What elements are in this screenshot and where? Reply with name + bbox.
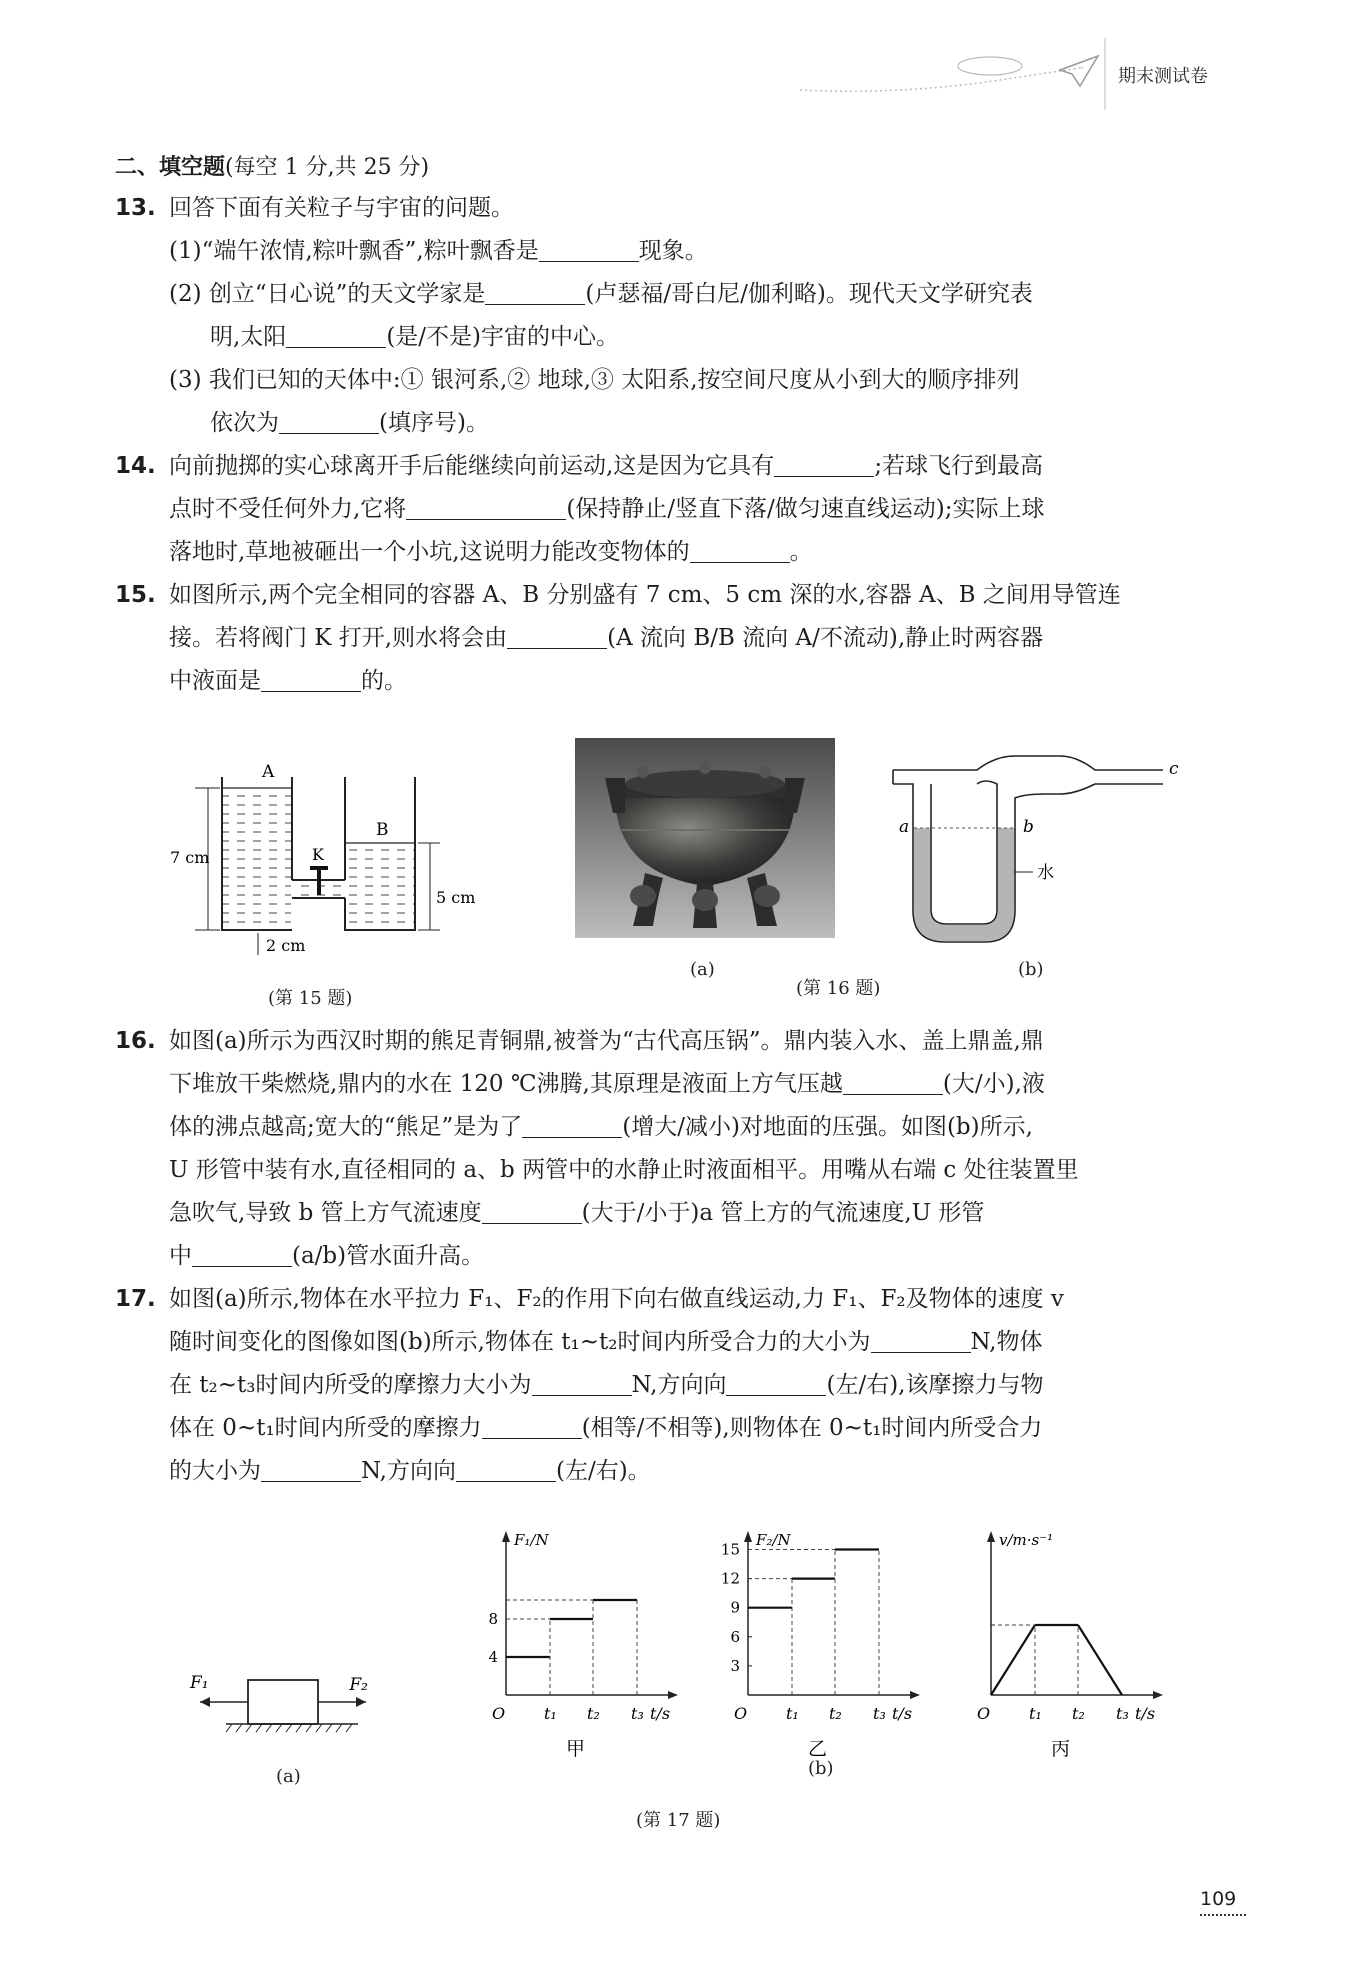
question-number: 17. bbox=[115, 1286, 156, 1312]
force-f2-label: F₂ bbox=[349, 1675, 368, 1695]
tube-c-label: c bbox=[1169, 759, 1179, 779]
x-tick-label: t₁ bbox=[786, 1704, 799, 1723]
y-tick-label: 8 bbox=[488, 1610, 498, 1628]
x-axis-arrow bbox=[1153, 1691, 1163, 1699]
q14-line3-tail: 。 bbox=[789, 539, 813, 565]
y-axis-label: F₂/N bbox=[756, 1531, 791, 1549]
answer-blank[interactable] bbox=[482, 1199, 582, 1224]
q13-part2-mid: (卢瑟福/哥白尼/伽利略)。现代天文学研究表 bbox=[585, 281, 1033, 307]
q16-line5-tail: (大于/小于)a 管上方的气流速度,U 形管 bbox=[581, 1200, 985, 1226]
answer-blank[interactable] bbox=[843, 1070, 943, 1095]
q17-line2-tail: N,物体 bbox=[970, 1329, 1043, 1355]
graph-title: 甲 bbox=[566, 1738, 586, 1760]
q15-line2: 接。若将阀门 K 打开,则水将会由 bbox=[169, 625, 508, 651]
y-tick-label: 4 bbox=[488, 1648, 498, 1666]
answer-blank[interactable] bbox=[261, 667, 361, 692]
question-13 bbox=[115, 187, 1255, 445]
x-tick-label: t₁ bbox=[544, 1704, 557, 1723]
answer-blank[interactable] bbox=[522, 1113, 622, 1138]
figure-16b-caption: (b) bbox=[1018, 959, 1044, 980]
answer-blank[interactable] bbox=[507, 624, 607, 649]
page-header bbox=[0, 0, 1350, 110]
q14-line2-tail: (保持静止/竖直下落/做匀速直线运动);实际上球 bbox=[566, 496, 1045, 522]
answer-blank[interactable] bbox=[456, 1457, 556, 1482]
figure-17b-graphs bbox=[460, 1515, 1200, 1765]
y-axis-arrow bbox=[987, 1531, 995, 1542]
y-axis-arrow bbox=[502, 1531, 510, 1542]
tube-b-label: b bbox=[1023, 817, 1034, 837]
q16-line1: 如图(a)所示为西汉时期的熊足青铜鼎,被誉为“古代高压锅”。鼎内装入水、盖上鼎盖,鼎 bbox=[169, 1028, 1044, 1054]
figure-17a-caption: (a) bbox=[276, 1766, 301, 1787]
q15-line3-tail: 的。 bbox=[361, 668, 407, 694]
x-axis-label: t/s bbox=[650, 1704, 671, 1723]
answer-blank[interactable] bbox=[726, 1371, 826, 1396]
question-number: 16. bbox=[115, 1028, 156, 1054]
q16-line3: 体的沸点越高;宽大的“熊足”是为了 bbox=[169, 1114, 523, 1140]
graph-title: 丙 bbox=[1051, 1738, 1071, 1760]
q13-part2-tail: (是/不是)宇宙的中心。 bbox=[386, 324, 620, 350]
block bbox=[248, 1680, 318, 1724]
page-number: 109 bbox=[1200, 1888, 1237, 1910]
dimension-7cm: 7 cm bbox=[170, 848, 210, 867]
q17-line2: 随时间变化的图像如图(b)所示,物体在 t₁~t₂时间内所受合力的大小为 bbox=[169, 1329, 871, 1355]
valve-k-label[interactable]: K bbox=[312, 845, 324, 864]
x-axis-arrow bbox=[910, 1691, 920, 1699]
question-number: 14. bbox=[115, 453, 156, 479]
answer-blank[interactable] bbox=[192, 1242, 292, 1267]
data-segment bbox=[1078, 1625, 1122, 1695]
x-tick-label: t₂ bbox=[587, 1704, 600, 1723]
origin-label: O bbox=[977, 1704, 991, 1723]
x-tick-label: t₁ bbox=[1029, 1704, 1042, 1723]
graph-bing bbox=[977, 1531, 1163, 1760]
answer-blank[interactable] bbox=[539, 237, 639, 262]
q16-line2-tail: (大/小),液 bbox=[942, 1071, 1045, 1097]
x-tick-label: t₃ bbox=[631, 1704, 644, 1723]
x-tick-label: t₃ bbox=[873, 1704, 886, 1723]
y-tick-label: 6 bbox=[730, 1627, 740, 1646]
y-tick-label: 3 bbox=[730, 1656, 740, 1675]
q13-part3-tail: (填序号)。 bbox=[379, 410, 489, 436]
q17-line3: 在 t₂~t₃时间内所受的摩擦力大小为 bbox=[169, 1372, 532, 1398]
section-title bbox=[115, 150, 1255, 181]
graph-title: 乙 bbox=[808, 1738, 828, 1760]
q16-line6: 中 bbox=[169, 1243, 192, 1269]
q14-line1: 向前抛掷的实心球离开手后能继续向前运动,这是因为它具有 bbox=[169, 453, 775, 479]
q16-line2: 下堆放干柴燃烧,鼎内的水在 120 ℃沸腾,其原理是液面上方气压越 bbox=[169, 1071, 843, 1097]
force-f1-label: F₁ bbox=[190, 1673, 209, 1693]
dimension-5cm: 5 cm bbox=[436, 888, 476, 907]
figure-16b-u-tube bbox=[885, 750, 1195, 950]
q13-part2-cont: 明,太阳 bbox=[210, 324, 287, 350]
q17-line4: 体在 0~t₁时间内所受的摩擦力 bbox=[169, 1415, 482, 1441]
x-tick-label: t₂ bbox=[1072, 1704, 1085, 1723]
answer-blank[interactable] bbox=[485, 280, 585, 305]
header-decoration bbox=[0, 0, 1350, 110]
origin-label: O bbox=[734, 1704, 748, 1723]
q13-part1-text: (1)“端午浓情,粽叶飘香”,粽叶飘香是 bbox=[169, 238, 539, 264]
q13-part3-cont: 依次为 bbox=[210, 410, 279, 436]
q13-part1-tail: 现象。 bbox=[638, 238, 708, 264]
answer-blank[interactable] bbox=[871, 1328, 971, 1353]
figure-16a-caption: (a) bbox=[690, 959, 715, 980]
question-17 bbox=[115, 1278, 1255, 1493]
x-axis-label: t/s bbox=[1135, 1704, 1156, 1723]
y-tick-label: 15 bbox=[720, 1540, 740, 1559]
x-tick-label: t₂ bbox=[829, 1704, 842, 1723]
figure-15-caption: (第 15 题) bbox=[268, 988, 353, 1009]
data-segment bbox=[991, 1625, 1035, 1695]
section-note: (每空 1 分,共 25 分) bbox=[225, 155, 430, 180]
question-16 bbox=[115, 1020, 1255, 1278]
y-tick-label: 9 bbox=[730, 1598, 740, 1617]
graph-yi bbox=[721, 1531, 920, 1760]
question-stem: 回答下面有关粒子与宇宙的问题。 bbox=[169, 195, 514, 221]
q15-line1: 如图所示,两个完全相同的容器 A、B 分别盛有 7 cm、5 cm 深的水,容器 A、B 之间用导管连 bbox=[169, 582, 1121, 608]
y-tick-label: 12 bbox=[720, 1569, 740, 1588]
q16-line3-tail: (增大/减小)对地面的压强。如图(b)所示, bbox=[622, 1114, 1033, 1140]
header-title: 期末测试卷 bbox=[1118, 66, 1208, 87]
q17-line5-mid: N,方向向 bbox=[361, 1458, 456, 1484]
q15-line3: 中液面是 bbox=[169, 668, 261, 694]
answer-blank[interactable] bbox=[690, 538, 790, 563]
question-14 bbox=[115, 445, 1255, 574]
q14-line1-tail: ;若球飞行到最高 bbox=[874, 453, 1044, 479]
question-number: 15. bbox=[115, 582, 156, 608]
q17-line3-tail: (左/右),该摩擦力与物 bbox=[826, 1372, 1044, 1398]
answer-blank[interactable] bbox=[286, 323, 386, 348]
q16-line4: U 形管中装有水,直径相同的 a、b 两管中的水静止时液面相平。用嘴从右端 c 处往装置里 bbox=[169, 1157, 1079, 1183]
question-number: 13. bbox=[115, 195, 156, 221]
answer-blank[interactable] bbox=[406, 495, 566, 520]
question-15 bbox=[115, 574, 1255, 703]
page-number-underline bbox=[1200, 1914, 1246, 1916]
q17-line4-tail: (相等/不相等),则物体在 0~t₁时间内所受合力 bbox=[581, 1415, 1043, 1441]
q17-line5-tail: (左/右)。 bbox=[555, 1458, 651, 1484]
tube-a-label: a bbox=[899, 817, 910, 837]
q14-line2: 点时不受任何外力,它将 bbox=[169, 496, 407, 522]
answer-blank[interactable] bbox=[261, 1457, 361, 1482]
answer-blank[interactable] bbox=[482, 1414, 582, 1439]
figure-17b-caption: (b) bbox=[808, 1758, 834, 1779]
answer-blank[interactable] bbox=[532, 1371, 632, 1396]
figure-16-caption: (第 16 题) bbox=[796, 978, 881, 999]
water-label: 水 bbox=[1037, 863, 1054, 883]
section-title-text: 二、填空题 bbox=[115, 155, 226, 180]
answer-blank[interactable] bbox=[774, 452, 874, 477]
q17-line5: 的大小为 bbox=[169, 1458, 261, 1484]
page-content-lower bbox=[115, 1020, 1255, 1493]
x-axis-arrow bbox=[668, 1691, 678, 1699]
y-axis-arrow bbox=[744, 1531, 752, 1542]
q13-part3-text: (3) 我们已知的天体中:① 银河系,② 地球,③ 太阳系,按空间尺度从小到大的顺序排列 bbox=[169, 367, 1020, 393]
q16-line5: 急吹气,导致 b 管上方气流速度 bbox=[169, 1200, 482, 1226]
q17-line1: 如图(a)所示,物体在水平拉力 F₁、F₂的作用下向右做直线运动,力 F₁、F₂及物体的速度 v bbox=[169, 1286, 1064, 1312]
figure-17a-block bbox=[180, 1660, 380, 1770]
paper-plane-icon bbox=[1060, 56, 1098, 86]
q13-part2-text: (2) 创立“日心说”的天文学家是 bbox=[169, 281, 486, 307]
page-content bbox=[115, 150, 1255, 703]
origin-label: O bbox=[492, 1704, 506, 1723]
q15-line2-tail: (A 流向 B/B 流向 A/不流动),静止时两容器 bbox=[607, 625, 1044, 651]
answer-blank[interactable] bbox=[279, 409, 379, 434]
figure-16a-bronze-ding bbox=[575, 738, 835, 938]
dimension-2cm: 2 cm bbox=[266, 936, 306, 955]
container-a-label: A bbox=[262, 762, 275, 782]
x-tick-label: t₃ bbox=[1116, 1704, 1129, 1723]
figure-17-caption: (第 17 题) bbox=[636, 1810, 721, 1831]
q16-line6-tail: (a/b)管水面升高。 bbox=[292, 1243, 485, 1269]
container-b-label: B bbox=[376, 820, 389, 840]
graph-jia bbox=[488, 1531, 678, 1760]
q17-line3-mid: N,方向向 bbox=[631, 1372, 727, 1398]
x-axis-label: t/s bbox=[892, 1704, 913, 1723]
y-axis-label: F₁/N bbox=[514, 1531, 549, 1549]
q14-line3: 落地时,草地被砸出一个小坑,这说明力能改变物体的 bbox=[169, 539, 690, 565]
y-axis-label: v/m·s⁻¹ bbox=[999, 1531, 1054, 1549]
